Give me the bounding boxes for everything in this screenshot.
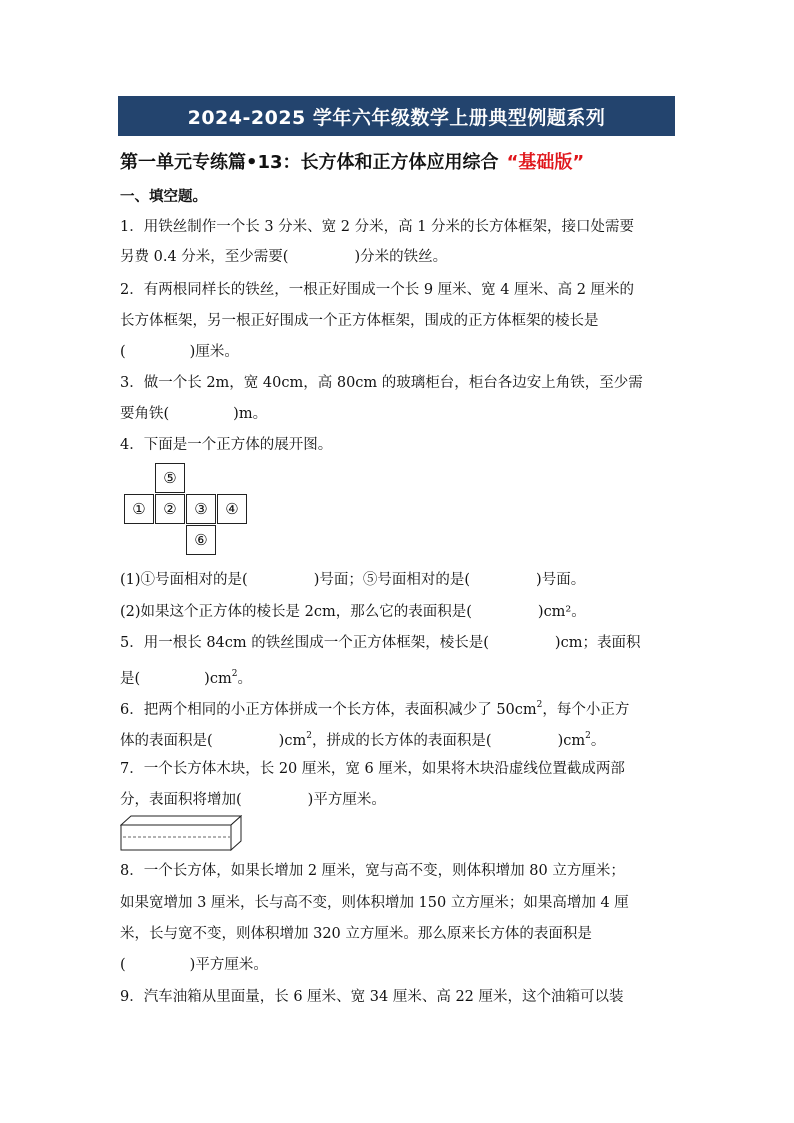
net-face-4: ④: [217, 494, 247, 524]
q8-line4: ( )平方厘米。: [120, 957, 268, 973]
q2-line1: 2．有两根同样长的铁丝，一根正好围成一个长 9 厘米、宽 4 厘米、高 2 厘米的: [120, 282, 635, 298]
q5-line2: 是( )$cm^2$。: [120, 669, 252, 687]
q3-line2: 要角铁( )m。: [120, 406, 268, 422]
q9-line1: 9．汽车油箱从里面量，长 6 厘米、宽 34 厘米、高 22 厘米，这个油箱可以装: [120, 989, 624, 1005]
q4-sub2: (2)如果这个正方体的棱长是 2cm，那么它的表面积是( )cm²。: [120, 604, 586, 620]
page-subtitle: [120, 148, 584, 174]
net-face-3: ③: [186, 494, 216, 524]
q1-line1: 1．用铁丝制作一个长 3 分米、宽 2 分米，高 1 分米的长方体框架，接口处需要: [120, 219, 635, 235]
net-face-5: ⑤: [155, 463, 185, 493]
q8-line3: 米，长与宽不变，则体积增加 320 立方厘米。那么原来长方体的表面积是: [120, 926, 592, 942]
q4-line1: 4．下面是一个正方体的展开图。: [120, 437, 333, 453]
q7-line1: 7．一个长方体木块，长 20 厘米，宽 6 厘米，如果将木块沿虚线位置截成两部: [120, 761, 625, 777]
q6-line1: 6．把两个相同的小正方体拼成一个长方体，表面积减少了 $50cm^2$，每个小正方: [120, 700, 630, 718]
q4-sub1: (1)①号面相对的是( )号面；⑤号面相对的是( )号面。: [120, 572, 586, 588]
cuboid-block-figure: [120, 815, 242, 851]
q6-line2: 体的表面积是( )$cm^2$，拼成的长方体的表面积是( )$cm^2$。: [120, 731, 606, 749]
q3-line1: 3．做一个长 2m，宽 40cm，高 80cm 的玻璃柜台，柜台各边安上角铁，至少需: [120, 375, 643, 391]
q8-line1: 8．一个长方体，如果长增加 2 厘米，宽与高不变，则体积增加 80 立方厘米；: [120, 863, 625, 879]
net-face-2: ②: [155, 494, 185, 524]
net-face-6: ⑥: [186, 525, 216, 555]
cube-net-figure: [124, 463, 248, 555]
q8-line2: 如果宽增加 3 厘米，长与高不变，则体积增加 150 立方厘米；如果高增加 4 厘: [120, 895, 629, 911]
q1-line2: 另费 0.4 分米，至少需要( )分米的铁丝。: [120, 249, 448, 265]
q7-line2: 分，表面积将增加( )平方厘米。: [120, 792, 386, 808]
net-face-1: ①: [124, 494, 154, 524]
q2-line3: ( )厘米。: [120, 344, 239, 360]
edition-badge: “基础版”: [506, 152, 585, 173]
q5-line1: 5．用一根长 84cm 的铁丝围成一个正方体框架，棱长是( )cm；表面积: [120, 635, 641, 651]
series-banner: 2024-2025 学年六年级数学上册典型例题系列: [118, 96, 675, 136]
subtitle-text: 第一单元专练篇•13：长方体和正方体应用综合: [120, 152, 499, 173]
q2-line2: 长方体框架，另一根正好围成一个正方体框架，围成的正方体框架的棱长是: [120, 313, 599, 329]
section-title: 一、填空题。: [120, 189, 207, 205]
